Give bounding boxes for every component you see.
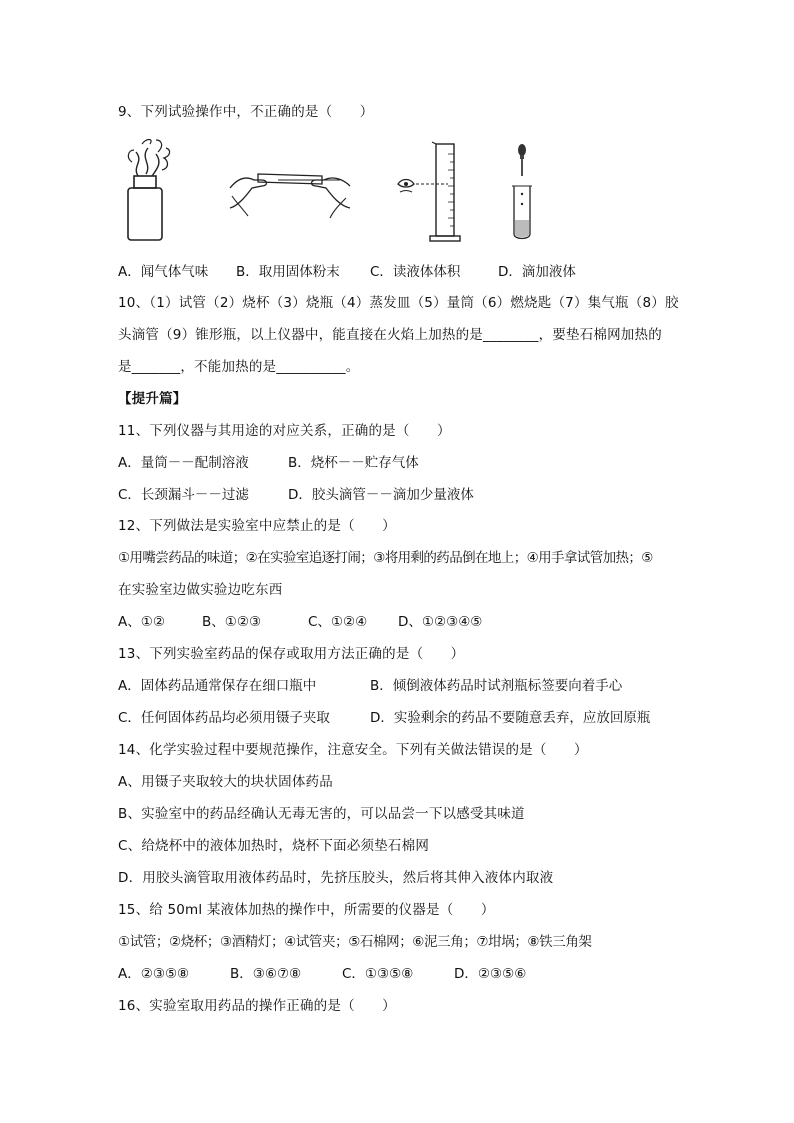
question-13-option-c[interactable]: C．任何固体药品均必须用镊子夹取	[118, 710, 330, 726]
section-title: 【提升篇】	[118, 391, 187, 407]
question-14-option-b[interactable]: B、实验室中的药品经确认无毒无害的，可以品尝一下以感受其味道	[118, 806, 525, 822]
question-11-stem: 11、下列仪器与其用途的对应关系，正确的是（ ）	[118, 423, 451, 439]
question-11-option-b[interactable]: B．烧杯－－贮存气体	[288, 455, 419, 471]
question-10-line-1: 10、（1）试管（2）烧杯（3）烧瓶（4）蒸发皿（5）量筒（6）燃烧匙（7）集气瓶（8）胶	[118, 295, 679, 311]
question-12-option-d[interactable]: D、①②③④⑤	[398, 614, 483, 630]
question-11-options-row-1	[118, 453, 678, 473]
question-12-option-a[interactable]: A、①②	[118, 614, 165, 630]
question-15-option-c[interactable]: C．①③⑤⑧	[342, 966, 414, 982]
question-12-stem: 12、下列做法是实验室中应禁止的是（ ）	[118, 518, 396, 534]
question-13-option-d[interactable]: D．实验剩余的药品不要随意丢弃，应放回原瓶	[370, 710, 651, 726]
question-11-option-a[interactable]: A．量筒－－配制溶液	[118, 455, 249, 471]
question-11-option-d[interactable]: D．胶头滴管－－滴加少量液体	[288, 487, 474, 503]
question-15-stem: 15、给 50ml 某液体加热的操作中，所需要的仪器是（ ）	[118, 902, 495, 918]
question-9-option-c[interactable]: C．读液体体积	[370, 264, 461, 280]
question-14-option-a[interactable]: A、用镊子夹取较大的块状固体药品	[118, 774, 333, 790]
question-15-option-b[interactable]: B．③⑥⑦⑧	[230, 966, 302, 982]
question-9-option-b[interactable]: B．取用固体粉末	[236, 264, 340, 280]
question-12-option-b[interactable]: B、①②③	[202, 614, 262, 630]
question-13-option-a[interactable]: A．固体药品通常保存在细口瓶中	[118, 678, 317, 694]
question-10-line-2: 头滴管（9）锥形瓶，以上仪器中，能直接在火焰上加热的是________，要垫石棉网加热的	[118, 327, 662, 343]
question-13-stem: 13、下列实验室药品的保存或取用方法正确的是（ ）	[118, 646, 465, 662]
question-10-line-3: 是_______，不能加热的是__________。	[118, 359, 360, 375]
question-14-option-c[interactable]: C、给烧杯中的液体加热时，烧杯下面必须垫石棉网	[118, 838, 430, 854]
question-12-option-c[interactable]: C、①②④	[308, 614, 368, 630]
question-14-stem: 14、化学实验过程中要规范操作，注意安全。下列有关做法错误的是（ ）	[118, 742, 588, 758]
question-15-options	[118, 964, 678, 984]
question-13-option-b[interactable]: B．倾倒液体药品时试剂瓶标签要向着手心	[370, 678, 623, 694]
question-9-options	[118, 262, 678, 282]
question-11-options-row-2	[118, 485, 678, 505]
question-9-stem: 9、下列试验操作中，不正确的是（ ）	[118, 104, 374, 120]
question-12-line-2: 在实验室边做实验边吃东西	[118, 582, 283, 598]
question-12-options	[118, 612, 678, 632]
question-15-option-a[interactable]: A．②③⑤⑧	[118, 966, 190, 982]
question-13-options-row-1	[118, 676, 678, 696]
smell-gas-illustration	[118, 136, 174, 246]
question-15-items: ①试管；②烧杯；③酒精灯；④试管夹；⑤石棉网；⑥泥三角；⑦坩埚；⑧铁三角架	[118, 934, 592, 950]
question-9-option-a[interactable]: A．闻气体气味	[118, 264, 209, 280]
question-15-option-d[interactable]: D．②③⑤⑥	[454, 966, 527, 982]
graduated-cylinder-illustration	[396, 140, 468, 244]
test-tube-powder-illustration	[228, 158, 352, 220]
question-12-line-1: ①用嘴尝药品的味道；②在实验室追逐打闹；③将用剩的药品倒在地上；④用手拿试管加热；⑤	[118, 550, 653, 566]
question-13-options-row-2	[118, 708, 678, 728]
question-9-option-d[interactable]: D．滴加液体	[498, 264, 576, 280]
question-14-option-d[interactable]: D．用胶头滴管取用液体药品时，先挤压胶头，然后将其伸入液体内取液	[118, 870, 554, 886]
dropper-illustration	[508, 142, 536, 242]
question-16-stem: 16、实验室取用药品的操作正确的是（ ）	[118, 998, 396, 1014]
question-11-option-c[interactable]: C．长颈漏斗－－过滤	[118, 487, 249, 503]
